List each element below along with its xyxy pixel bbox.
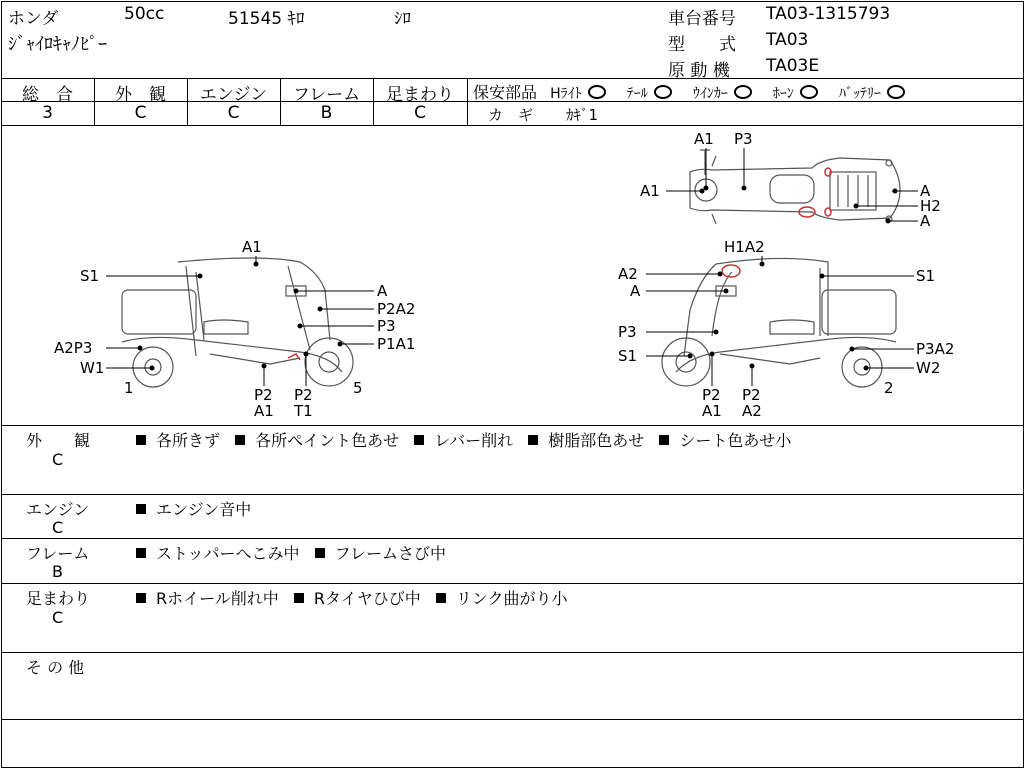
section-notes-exterior [136, 428, 791, 451]
right-label-a: A [630, 282, 641, 300]
bullet-square-icon [294, 593, 304, 603]
right-label-p3a2: P3A2 [916, 340, 955, 358]
section-notes-suspension [136, 586, 568, 609]
engine-grade: C [227, 103, 240, 123]
note-item: Rホイール削れ中 [156, 589, 279, 608]
safety-item-horn: ﾎｰﾝ [773, 86, 818, 102]
bullet-square-icon [136, 435, 146, 445]
engine-grade-label: エンジン [199, 85, 268, 105]
right-label-p2-a: P2 [702, 386, 721, 404]
right-label-p3: P3 [618, 323, 637, 341]
section-title-suspension: 足まわり [26, 589, 91, 608]
safety-item-winker: ｳｲﾝｶｰ [693, 86, 752, 102]
section-notes-engine [136, 497, 251, 520]
chassis-value: TA03-1315793 [766, 4, 891, 24]
safety-title: 保安部品 [473, 83, 538, 102]
bullet-square-icon [136, 504, 146, 514]
bullet-square-icon [414, 435, 424, 445]
right-label-a2: A2 [618, 265, 638, 283]
top-label-a-right: A [920, 182, 931, 200]
damage-mark [825, 208, 831, 216]
left-label-a: A [377, 282, 388, 300]
section-title-other: そ の 他 [26, 658, 85, 677]
safety-parts [473, 80, 905, 103]
engine-value: TA03E [766, 56, 820, 76]
ok-circle-icon [734, 85, 752, 99]
left-label-a2p3: A2P3 [54, 339, 93, 357]
bullet-square-icon [136, 593, 146, 603]
note-item: フレームさび中 [334, 544, 446, 563]
right-label-2: 2 [884, 379, 894, 397]
right-side-view-drawing [662, 258, 896, 387]
top-view-drawing [690, 150, 900, 224]
section-grade-exterior: C [52, 450, 64, 469]
note-item: エンジン音中 [156, 500, 252, 519]
suspension-grade: C [414, 103, 426, 123]
right-label-w2: W2 [916, 359, 941, 377]
section-grade-suspension: C [52, 608, 64, 627]
ok-circle-icon [887, 85, 905, 99]
bullet-square-icon [315, 548, 325, 558]
top-label-a1: A1 [694, 130, 714, 148]
left-label-p3: P3 [377, 317, 396, 335]
safety-item-headlight: Hﾗｲﾄ [550, 86, 606, 102]
note-item: 樹脂部色あせ [548, 431, 645, 450]
model-name: ｼﾞｬｲﾛｷｬﾉﾋﾟｰ [8, 34, 107, 55]
section-title-exterior: 外 観 [26, 431, 91, 450]
key-value: ｶｷﾞ1 [566, 106, 599, 124]
suspension-grade-label: 足まわり [386, 85, 454, 105]
left-label-a1: A1 [242, 238, 262, 256]
note-item: シート色あせ小 [679, 431, 792, 450]
left-label-t1: T1 [294, 402, 313, 420]
top-label-p3: P3 [734, 130, 753, 148]
ok-circle-icon [800, 85, 818, 99]
bullet-square-icon [235, 435, 245, 445]
frame-grade-label: フレーム [292, 85, 361, 105]
left-label-p2-a: P2 [254, 386, 273, 404]
right-label-s1b: S1 [618, 347, 638, 365]
ok-circle-icon [588, 85, 606, 99]
left-label-1: 1 [124, 379, 134, 397]
right-label-p2-b: P2 [742, 386, 761, 404]
bullet-square-icon [659, 435, 669, 445]
note-item: ストッパーへこみ中 [156, 544, 300, 563]
note-item: リンク曲がり小 [455, 589, 568, 608]
overall-label: 総 合 [22, 85, 73, 105]
bullet-square-icon [136, 548, 146, 558]
safety-item-tail: ﾃｰﾙ [627, 86, 672, 102]
left-label-5: 5 [353, 379, 363, 397]
key-label: カ ギ [488, 106, 534, 124]
left-label-p2-b: P2 [294, 386, 313, 404]
mileage: 51545 ｷﾛ [228, 9, 305, 29]
type-value: TA03 [766, 30, 809, 50]
bullet-square-icon [436, 593, 446, 603]
left-side-view-drawing [122, 258, 353, 387]
left-label-w1: W1 [80, 359, 105, 377]
section-grade-frame: B [52, 562, 63, 581]
scooter-diagram [0, 126, 1024, 426]
top-label-a-right2: A [920, 212, 931, 230]
frame-grade: B [320, 103, 333, 123]
right-label-h1a2: H1A2 [724, 238, 765, 256]
type-label: 型 式 [668, 35, 736, 55]
left-label-s1: S1 [80, 267, 100, 285]
overall-grade: 3 [42, 103, 53, 123]
exterior-label: 外 観 [115, 85, 166, 105]
left-label-p2a2: P2A2 [377, 300, 416, 318]
bullet-square-icon [528, 435, 538, 445]
right-label-s1: S1 [916, 267, 936, 285]
note-item: レバー削れ [434, 431, 514, 450]
exterior-grade: C [134, 103, 147, 123]
displacement: 50cc [124, 4, 165, 24]
ok-circle-icon [654, 85, 672, 99]
section-title-engine: エンジン [26, 500, 90, 519]
safety-item-battery: ﾊﾞｯﾃﾘｰ [839, 86, 905, 102]
left-label-a1-b: A1 [254, 402, 274, 420]
section-notes-frame [136, 541, 446, 564]
color: ｼﾛ [394, 9, 411, 29]
damage-mark [722, 265, 740, 277]
note-item: 各所ペイント色あせ [255, 431, 400, 450]
engine-label: 原 動 機 [668, 61, 730, 81]
top-label-h2: H2 [920, 197, 941, 215]
right-label-a1: A1 [702, 402, 722, 420]
note-item: Rタイヤひび中 [313, 589, 421, 608]
maker: ホンダ [8, 9, 59, 29]
note-item: 各所きず [156, 431, 221, 450]
chassis-label: 車台番号 [668, 9, 736, 29]
section-grade-engine: C [52, 518, 64, 537]
right-label-a2-b: A2 [742, 402, 762, 420]
left-label-p1a1: P1A1 [377, 335, 416, 353]
section-title-frame: フレーム [26, 544, 90, 563]
top-label-a1-left: A1 [640, 182, 660, 200]
